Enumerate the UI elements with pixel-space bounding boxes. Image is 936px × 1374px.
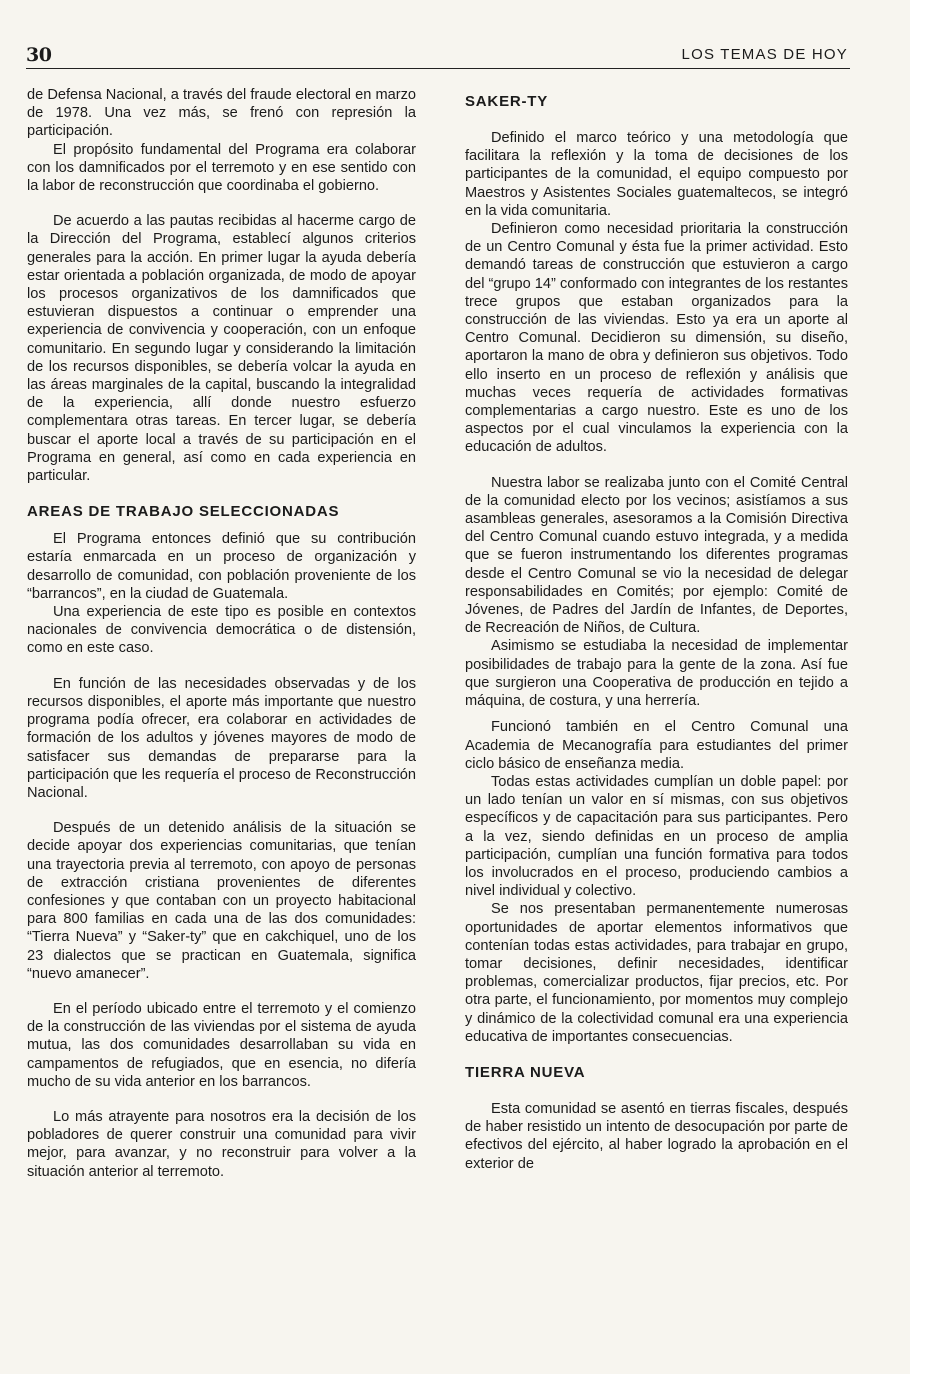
paragraph: Definieron como necesidad prioritaria la construcción de un Centro Comunal y ésta fue la primer actividad. Esto demandó tareas de construcción que estuvieron a cargo del “grupo 14” conformado con integrantes de los restantes trece grupos que estaban organizados para la construcción de las viviendas. Esto ya era un aporte al Centro Comunal. Decidieron su dimensión, su diseño, aportaron la mano de obra y definieron sus objetivos. Todo ello inserto en un proceso de reflexión y análisis que muchas veces requería de actividades formativas complementarias a cargo nuestro. Este es uno de los aspectos por el cual vinculamos la experiencia con la educación de adultos. (465, 221, 848, 456)
right-column (465, 92, 848, 1173)
scan-margin (910, 0, 936, 1374)
paragraph: Definido el marco teórico y una metodología que facilitara la reflexión y la toma de decisiones de los participantes de la comunidad, el equipo compuesto por Maestros y Asistentes Sociales guatemaltecos, se integró en la vida comunitaria. (465, 130, 848, 219)
left-column (27, 86, 416, 1181)
paragraph: En función de las necesidades observadas y de los recursos disponibles, el aporte más importante que nuestro programa podía ofrecer, era colaborar en actividades de formación de los adultos y jóvenes mayores de modo de satisfacer sus demandas de prepararse para la participación que les requería el proceso de Reconstrucción Nacional. (27, 675, 416, 801)
paragraph: Asimismo se estudiaba la necesidad de implementar posibilidades de trabajo para la gente de la zona. Así fue que surgieron una Cooperativa de producción en tejido a máquina, de costura, y una herrería. (465, 638, 848, 710)
paragraph: Una experiencia de este tipo es posible en contextos nacionales de convivencia democrática o de distensión, como en este caso. (27, 604, 416, 657)
paragraph: El propósito fundamental del Programa era colaborar con los damnificados por el terremoto y en ese sentido con la labor de reconstrucción que coordinaba el gobierno. (27, 141, 416, 195)
paragraph: de Defensa Nacional, a través del fraude electoral en marzo de 1978. Una vez más, se frenó con represión la participación. (27, 87, 416, 140)
paragraph: Nuestra labor se realizaba junto con el Comité Central de la comunidad electo por los vecinos; asistíamos a sus asambleas generales, asesoramos a la Comisión Directiva del Centro Comunal cuando estuvo integrada, y a medida que se fueron instrumentando los diferentes programas desde el Centro Comunal se vio la necesidad de delegar responsabilidades en Comités; por ejemplo: Comité de Jóvenes, de Padres del Jardín de Infantes, de Deportes, de Recreación de Niños, de Cultura. (465, 474, 848, 637)
paragraph: Después de un detenido análisis de la situación se decide apoyar dos experiencias comunitarias, que tenían una trayectoria previa al terremoto, con apoyo de personas de extracción cristiana provenientes de diferentes confesiones y que contaban con un proyecto habitacional para 800 familias en cada una de las dos comunidades: “Tierra Nueva” y “Saker-ty” que en cakchiquel, uno de los 23 dialectos que se practican en Guatemala, significa “nuevo amanecer”. (27, 820, 416, 982)
paragraph: Esta comunidad se asentó en tierras fiscales, después de haber resistido un intento de desocupación por parte de efectivos del ejército, al haber logrado la aprobación en el exterior de (465, 1100, 848, 1172)
page-number: 30 (26, 44, 52, 66)
section-heading: TIERRA NUEVA (465, 1063, 586, 1081)
paragraph: Funcionó también en el Centro Comunal una Academia de Mecanografía para estudiantes del primer ciclo básico de enseñanza media. (465, 719, 848, 772)
section-heading: SAKER-TY (465, 93, 549, 110)
page-header (26, 44, 850, 69)
paragraph: De acuerdo a las pautas recibidas al hacerme cargo de la Dirección del Programa, establecí algunos criterios generales para la acción. En primer lugar la ayuda debería estar orientada a población organizada, de modo de apoyar los procesos organizativos de los damnificados que estuvieran dispuestos a continuar o emprender una experiencia de convivencia y cooperación, con un enfoque comunitario. En segundo lugar y considerando la limitación de los recursos disponibles, se debería volcar la ayuda en las áreas marginales de la capital, buscando la integralidad de la experiencia, allí donde nuestro esfuerzo complementara otras tareas. En tercer lugar, se debería buscar el aporte local a través de su participación en el Programa en general, así como en cada experiencia en particular. (27, 213, 416, 485)
running-head: LOS TEMAS DE HOY (681, 46, 848, 63)
paragraph: En el período ubicado entre el terremoto y el comienzo de la construcción de las viviendas por el sistema de ayuda mutua, las dos comunidades desarrollaban su vida en campamentos de refugiados, que en esencia, no difería mucho de su vida anterior en los barrancos. (27, 1000, 416, 1090)
paragraph: Se nos presentaban permanentemente numerosas oportunidades de aportar elementos informativos que contenían todas estas actividades, para trabajar en grupo, tomar decisiones, definir necesidades, identificar problemas, comercializar productos, fijar precios, etc. Por otra parte, el funcionamiento, por momentos muy complejo y dinámico de la colectividad comunal era una experiencia educativa de importantes consecuencias. (465, 901, 848, 1045)
paragraph: Todas estas actividades cumplían un doble papel: por un lado tenían un valor en sí mismas, con sus objetivos específicos y de capacitación para sus participantes. Pero a la vez, siendo definidas en un proceso de amplia participación, cumplían una función formativa para todos los involucrados en el proceso, produciendo cambios a nivel individual y colectivo. (465, 773, 848, 900)
paragraph: Lo más atrayente para nosotros era la decisión de los pobladores de querer construir una comunidad para vivir mejor, para avanzar, y no reconstruir para volver a la situación anterior al terremoto. (27, 1108, 416, 1180)
paragraph: El Programa entonces definió que su contribución estaría enmarcada en un proceso de organización y desarrollo de comunidad, con población proveniente de los “barrancos”, en la ciudad de Guatemala. (27, 531, 416, 602)
section-heading: AREAS DE TRABAJO SELECCIONADAS (27, 503, 340, 521)
